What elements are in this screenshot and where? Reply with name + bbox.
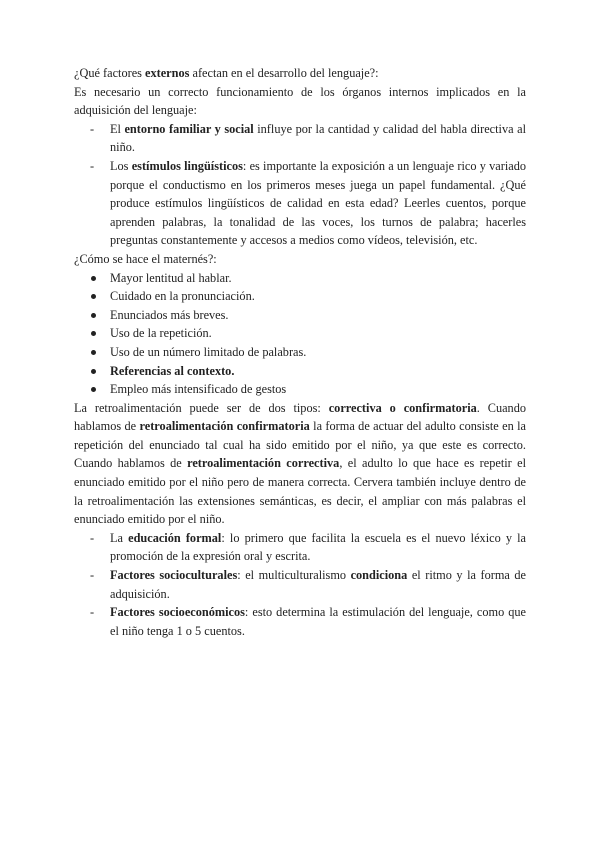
question-text: ¿Qué factores	[74, 66, 146, 80]
list-item: - El entorno familiar y social influye por la cantidad y calidad del habla directiva al niño.	[74, 120, 526, 157]
list-item: - Factores socioeconómicos: esto determina la estimulación del lenguaje, como que el niño tenga 1 o 5 cuentos.	[74, 603, 526, 640]
list-item: Uso de la repetición.	[74, 324, 526, 343]
maternes-list	[74, 269, 526, 399]
list-item: Empleo más intensificado de gestos	[74, 380, 526, 399]
list-item: - Factores socioculturales: el multiculturalismo condiciona el ritmo y la forma de adquisición.	[74, 566, 526, 603]
feedback-paragraph: La retroalimentación puede ser de dos tipos: correctiva o confirmatoria. Cuando hablamos de retroalimentación confirmatoria la forma de actuar del adulto consiste en la repetición del enunciado tal cual ha sido emitido por el niño, ya que este es correcto. Cuando hablamos de retroalimentación correctiva, el adulto lo que hace es repetir el enunciado emitido por el niño pero de manera correcta. Cervera también incluye dentro de la retroalimentación las extensiones semánticas, es decir, el ampliar con más palabras el enunciado emitido por el niño.	[74, 400, 527, 527]
external-factors-list	[74, 120, 526, 250]
other-factors-list	[74, 529, 526, 641]
question-bold-text: externos	[145, 66, 190, 80]
list-item: Enunciados más breves.	[74, 306, 526, 325]
list-item: Referencias al contexto.	[74, 362, 526, 381]
list-item: - Los estímulos lingüísticos: es importante la exposición a un lenguaje rico y variado porque el conductismo en los primeros meses juega un papel fundamental. ¿Qué produce estímulos lingüísticos de calidad en esta edad? Leerles cuentos, porque aprenden palabras, la tonalidad de las voces, los turnos de palabra; hacerles preguntas constantemente y accesos a medios como vídeos, televisión, etc.	[74, 157, 526, 250]
list-item: Mayor lentitud al hablar.	[74, 269, 526, 288]
list-item: Uso de un número limitado de palabras.	[74, 343, 526, 362]
list-item: - La educación formal: lo primero que facilita la escuela es el nuevo léxico y la promoción de la expresión oral y escrita.	[74, 529, 526, 566]
document-page	[74, 64, 526, 640]
question-external-factors	[74, 64, 526, 83]
intro-paragraph: Es necesario un correcto funcionamiento de los órganos internos implicados en la adquisición del lenguaje:	[74, 84, 526, 118]
list-item: Cuidado en la pronunciación.	[74, 287, 526, 306]
question-text-end: afectan en el desarrollo del lenguaje?:	[189, 66, 379, 80]
question-maternes: ¿Cómo se hace el maternés?:	[74, 251, 217, 266]
